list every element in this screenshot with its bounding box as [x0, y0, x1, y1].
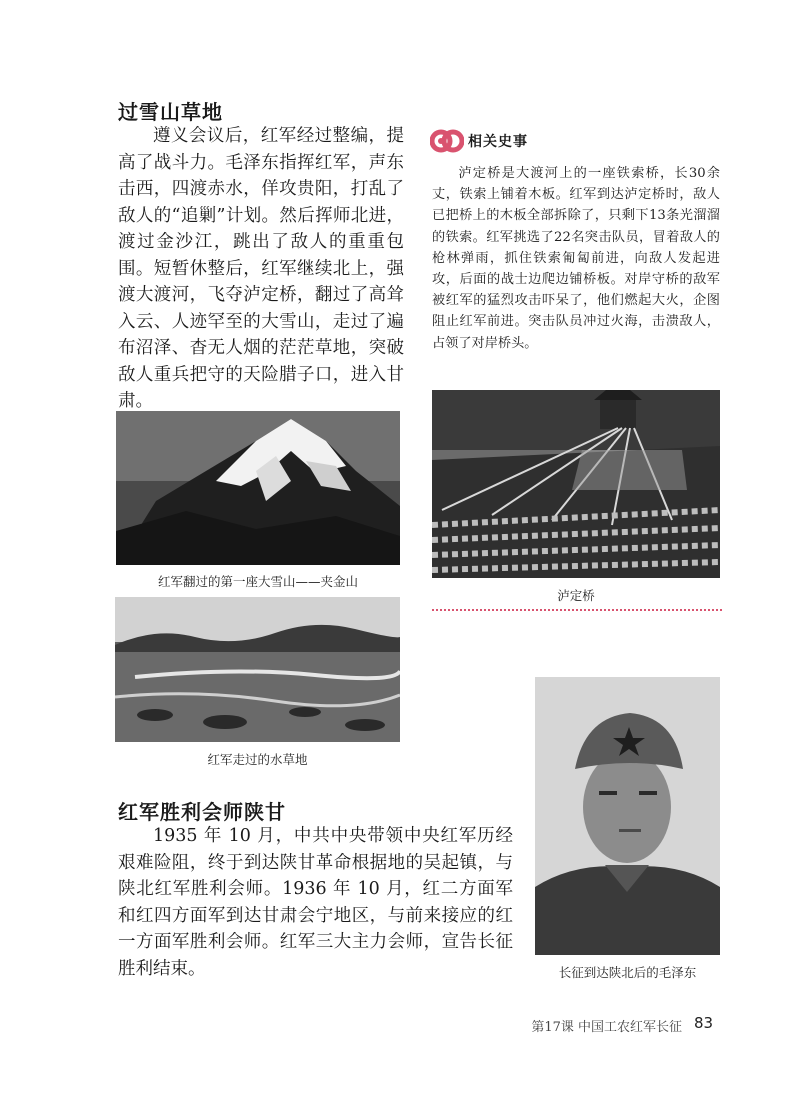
sidebar-divider	[432, 609, 722, 611]
snow-mountain-caption: 红军翻过的第一座大雪山——夹金山	[157, 574, 358, 589]
sidebar-header	[430, 128, 720, 156]
paragraph-snow-mountain: 遵义会议后，红军经过整编，提高了战斗力。毛泽东指挥红军，声东击西，四渡赤水，佯攻贵阳，打乱了敌人的“追剿”计划。然后挥师北进，渡过金沙江，跳出了敌人的重重包围。短暂休整后，红军继续北上，强渡大渡河，飞夺泸定桥，翻过了高耸入云、人迹罕至的大雪山，走过了遍布沼泽、杳无人烟的茫茫草地，突破敌人重兵把守的天险腊子口，进入甘肃。	[118, 126, 404, 411]
grassland-photo	[115, 597, 400, 742]
sidebar-title: 相关史事	[468, 134, 528, 150]
mao-portrait-caption: 长征到达陕北后的毛泽东	[558, 965, 697, 980]
section-title-shaanxi-gansu: 红军胜利会师陕甘	[118, 800, 286, 824]
paragraph-shaanxi-gansu: 1935 年 10 月，中共中央带领中央红军历经艰难险阻，终于到达陕甘革命根据地的吴起镇，与陕北红军胜利会师。1936 年 10 月，红二方面军和红四方面军到达甘肃会宁地区，与前来接应的红一方面军胜利会师。红军三大主力会师，宣告长征胜利结束。	[118, 826, 513, 979]
sidebar-paragraph: 泸定桥是大渡河上的一座铁索桥，长30余丈，铁索上铺着木板。红军到达泸定桥时，敌人已把桥上的木板全部拆除了，只剩下13条光溜溜的铁索。红军挑选了22名突击队员，冒着敌人的枪林弹雨，抓住铁索匍匐前进，向敌人发起进攻，后面的战士边爬边铺桥板。对岸守桥的敌军被红军的猛烈攻击吓呆了，他们燃起大火，企图阻止红军前进。突击队员冲过火海，击溃敌人，占领了对岸桥头。	[432, 166, 720, 351]
section-body-shaanxi-gansu	[118, 823, 513, 982]
section-body-snow-mountain	[118, 123, 404, 415]
luding-bridge-caption: 泸定桥	[557, 588, 595, 603]
footer-lesson-title: 第17课 中国工农红军长征	[531, 1020, 682, 1035]
luding-bridge-photo	[432, 390, 720, 578]
mao-portrait-photo	[535, 677, 720, 955]
snow-mountain-photo	[116, 411, 400, 565]
grassland-caption: 红军走过的水草地	[207, 752, 308, 767]
sidebar-logo-icon	[430, 128, 464, 158]
sidebar-body	[432, 163, 720, 354]
page-number: 83	[694, 1014, 714, 1032]
section-title-snow-mountain: 过雪山草地	[118, 100, 223, 124]
